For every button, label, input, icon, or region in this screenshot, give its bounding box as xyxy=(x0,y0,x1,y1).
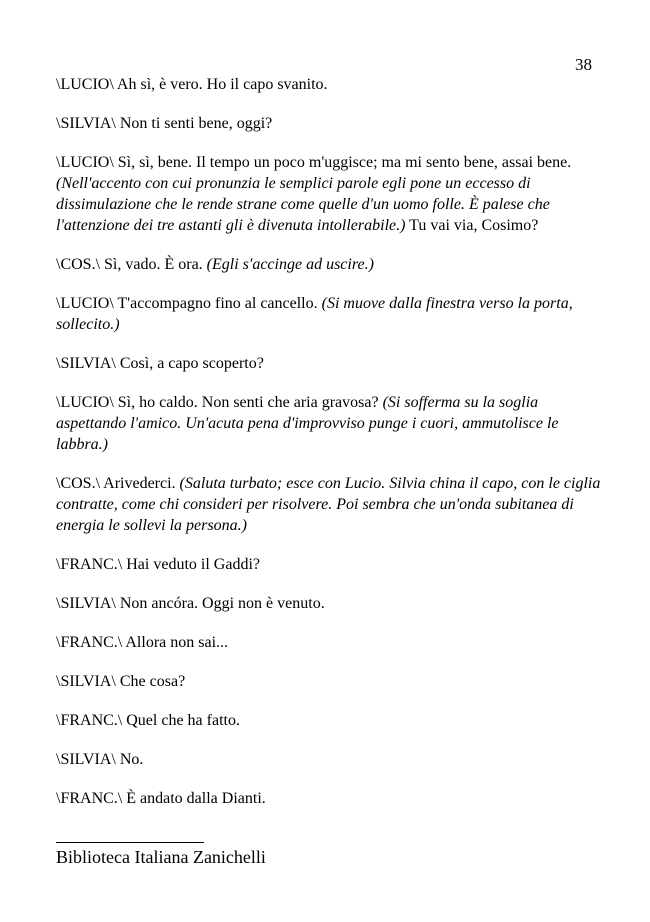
dialogue-paragraph xyxy=(56,152,601,236)
speaker-name: \COS.\ xyxy=(56,256,101,273)
stage-direction: (Nell'accento con cui pronunzia le semplici parole egli pone un eccesso di dissimulazione che le rende strane come quelle d'un uomo folle. È palese che l'attenzione dei tre astanti gli è divenuta intollerabile.) xyxy=(56,175,550,234)
speaker-name: \SILVIA\ xyxy=(56,751,116,768)
speaker-name: \FRANC.\ xyxy=(56,712,123,729)
dialogue-line: Sì, ho caldo. Non senti che aria gravosa? xyxy=(117,394,379,411)
dialogue-line: Sì, vado. È ora. xyxy=(104,256,203,273)
speaker-name: \LUCIO\ xyxy=(56,76,114,93)
dialogue-paragraph xyxy=(56,632,601,653)
footer-divider xyxy=(56,842,204,843)
dialogue-paragraph xyxy=(56,593,601,614)
dialogue-line: Hai veduto il Gaddi? xyxy=(126,556,260,573)
dialogue-paragraph xyxy=(56,254,601,275)
dialogue-line: Quel che ha fatto. xyxy=(126,712,240,729)
speaker-name: \SILVIA\ xyxy=(56,115,116,132)
speaker-name: \SILVIA\ xyxy=(56,673,116,690)
stage-direction: (Egli s'accinge ad uscire.) xyxy=(206,256,374,273)
dialogue-paragraph xyxy=(56,113,601,134)
dialogue-line: No. xyxy=(119,751,144,768)
speaker-name: \FRANC.\ xyxy=(56,634,123,651)
dialogue-line: Arivederci. xyxy=(103,475,176,492)
stage-direction: (Si muove dalla finestra verso la porta, sollecito.) xyxy=(56,295,573,333)
speaker-name: \LUCIO\ xyxy=(56,295,114,312)
dialogue-paragraph xyxy=(56,392,601,455)
dialogue-line: Non ti senti bene, oggi? xyxy=(119,115,273,132)
speaker-name: \LUCIO\ xyxy=(56,154,114,171)
speaker-name: \COS.\ xyxy=(56,475,101,492)
speaker-name: \SILVIA\ xyxy=(56,595,116,612)
dialogue-paragraph xyxy=(56,353,601,374)
dialogue-line: Ah sì, è vero. Ho il capo svanito. xyxy=(116,76,328,93)
page-number: 38 xyxy=(575,55,592,74)
dialogue-line: Che cosa? xyxy=(119,673,186,690)
dialogue-paragraph xyxy=(56,293,601,335)
dialogue-line: Non ancóra. Oggi non è venuto. xyxy=(119,595,325,612)
dialogue-paragraph xyxy=(56,554,601,575)
play-text xyxy=(56,74,601,827)
speaker-name: \FRANC.\ xyxy=(56,790,123,807)
dialogue-paragraph xyxy=(56,74,601,95)
dialogue-line: Così, a capo scoperto? xyxy=(119,355,264,372)
speaker-name: \FRANC.\ xyxy=(56,556,123,573)
dialogue-line: È andato dalla Dianti. xyxy=(126,790,266,807)
dialogue-paragraph xyxy=(56,749,601,770)
dialogue-line: Allora non sai... xyxy=(125,634,229,651)
speaker-name: \LUCIO\ xyxy=(56,394,114,411)
footer-publisher: Biblioteca Italiana Zanichelli xyxy=(56,847,266,867)
stage-direction: (Saluta turbato; esce con Lucio. Silvia china il capo, con le ciglia contratte, come chi consideri per risolvere. Poi sembra che un'onda subitanea di energia le sollevi la persona.) xyxy=(56,475,601,534)
dialogue-paragraph xyxy=(56,473,601,536)
dialogue-paragraph xyxy=(56,671,601,692)
stage-direction: (Si sofferma su la soglia aspettando l'amico. Un'acuta pena d'improvviso punge i cuori, ammutolisce le labbra.) xyxy=(56,394,559,453)
dialogue-paragraph xyxy=(56,788,601,809)
dialogue-line: Tu vai via, Cosimo? xyxy=(409,217,539,234)
dialogue-line: T'accompagno fino al cancello. xyxy=(117,295,318,312)
speaker-name: \SILVIA\ xyxy=(56,355,116,372)
dialogue-paragraph xyxy=(56,710,601,731)
dialogue-line: Sì, sì, bene. Il tempo un poco m'uggisce; ma mi sento bene, assai bene. xyxy=(117,154,572,171)
